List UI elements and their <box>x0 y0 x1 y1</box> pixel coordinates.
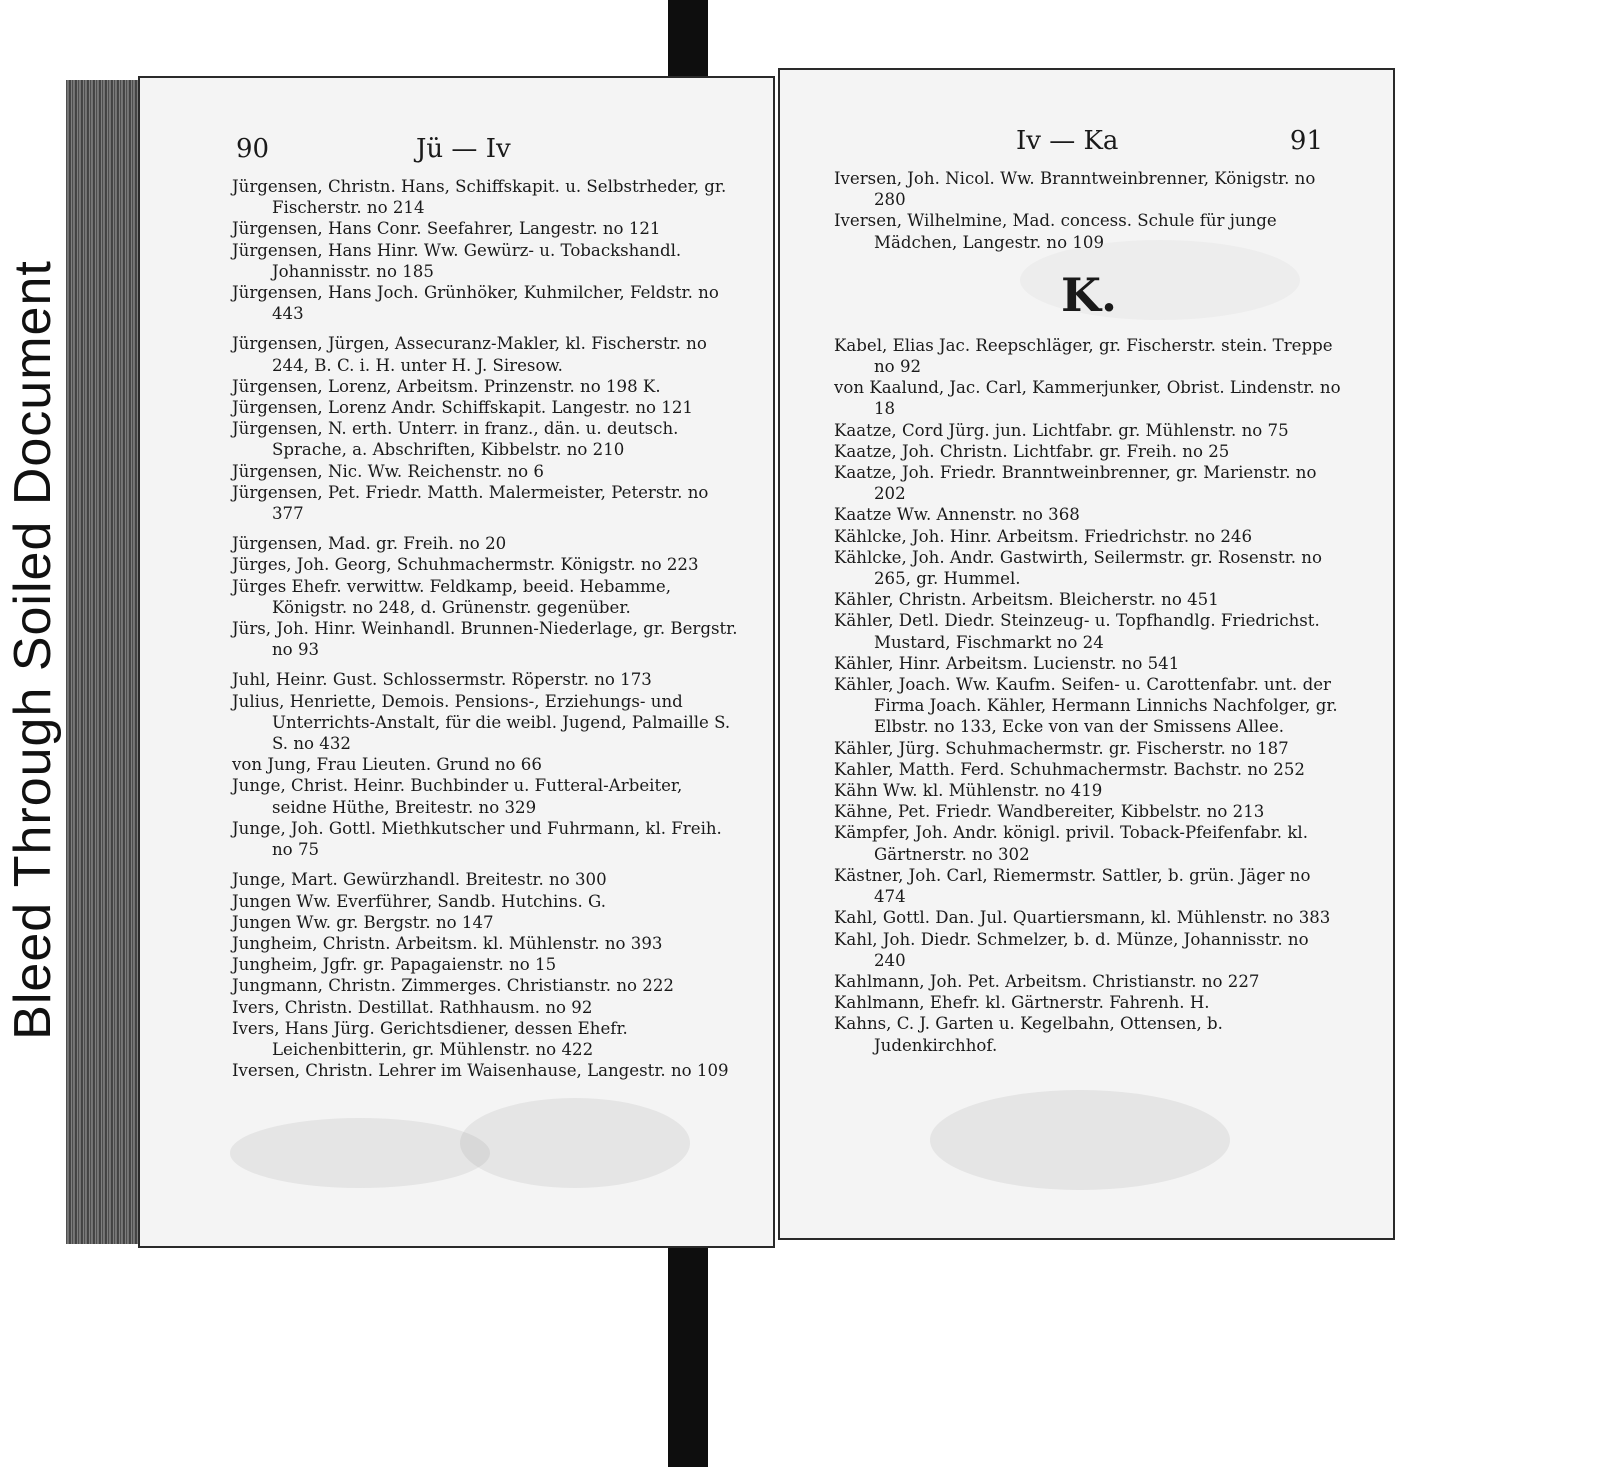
left-page <box>140 78 773 1246</box>
directory-entry: Kaatze, Joh. Christn. Lichtfabr. gr. Freih. no 25 <box>834 441 1230 461</box>
directory-entry: Kähne, Pet. Friedr. Wandbereiter, Kibbelstr. no 213 <box>834 802 1265 822</box>
directory-entry: Kähler, Christn. Arbeitsm. Bleicherstr. no 451 <box>834 590 1219 610</box>
right-page <box>780 70 1393 1238</box>
directory-entry: Kaatze, Cord Jürg. jun. Lichtfabr. gr. Mühlenstr. no 75 <box>834 420 1289 440</box>
directory-entry: Kahl, Joh. Diedr. Schmelzer, b. d. Münze, Johannisstr. no 240 <box>834 929 1309 970</box>
directory-entry: Jürgensen, Hans Conr. Seefahrer, Langestr. no 121 <box>232 219 661 239</box>
directory-entry: Jürges, Joh. Georg, Schuhmachermstr. Königstr. no 223 <box>232 555 699 575</box>
directory-entry: Ivers, Hans Jürg. Gerichtsdiener, dessen Ehefr. Leichenbitterin, gr. Mühlenstr. no 422 <box>232 1018 628 1059</box>
directory-entry: von Jung, Frau Lieuten. Grund no 66 <box>232 755 542 775</box>
directory-entry: Jürges Ehefr. verwittw. Feldkamp, beeid. Hebamme, Königstr. no 248, d. Grünenstr. gegenüber. <box>232 576 672 617</box>
directory-entry: Jürgensen, Mad. gr. Freih. no 20 <box>232 534 507 554</box>
directory-entry: Jungen Ww. gr. Bergstr. no 147 <box>232 912 494 932</box>
bleed-through-stamp <box>0 120 68 1180</box>
page-number: 90 <box>236 134 270 164</box>
directory-entry: Kahlmann, Joh. Pet. Arbeitsm. Christianstr. no 227 <box>834 971 1260 991</box>
directory-entry: Juhl, Heinr. Gust. Schlossermstr. Röperstr. no 173 <box>232 670 652 690</box>
directory-entry: Jungheim, Christn. Arbeitsm. kl. Mühlenstr. no 393 <box>232 933 663 953</box>
directory-entry: Kabel, Elias Jac. Reepschläger, gr. Fischerstr. stein. Treppe no 92 <box>834 335 1333 377</box>
directory-entry: Jürgensen, Jürgen, Assecuranz-Makler, kl. Fischerstr. no 244, B. C. i. H. unter H. J. Siresow. <box>232 334 707 375</box>
stamp-label: Bleed Through Soiled Document <box>4 260 62 1040</box>
directory-entry: Kahler, Matth. Ferd. Schuhmachermstr. Bachstr. no 252 <box>834 759 1305 779</box>
directory-entry: Jürgensen, N. erth. Unterr. in franz., dän. u. deutsch. Sprache, a. Abschriften, Kibbelstr. no 210 <box>232 419 679 460</box>
directory-entry: Kählcke, Joh. Andr. Gastwirth, Seilermstr. gr. Rosenstr. no 265, gr. Hummel. <box>834 547 1322 589</box>
directory-entry: Iversen, Wilhelmine, Mad. concess. Schule für junge Mädchen, Langestr. no 109 <box>834 211 1277 252</box>
directory-entry: Junge, Joh. Gottl. Miethkutscher und Fuhrmann, kl. Freih. no 75 <box>232 818 722 860</box>
running-head: Jü — Iv <box>416 134 511 164</box>
soil-stain <box>930 1090 1230 1190</box>
directory-entry: Jungen Ww. Everführer, Sandb. Hutchins. G. <box>232 891 606 911</box>
directory-entry: Kähn Ww. kl. Mühlenstr. no 419 <box>834 781 1103 801</box>
directory-entry: Julius, Henriette, Demois. Pensions-, Erziehungs- und Unterrichts-Anstalt, für die weibl. Jugend, Palmaille S. S. no 432 <box>232 691 731 754</box>
directory-entry: Kähler, Joach. Ww. Kaufm. Seifen- u. Carottenfabr. unt. der Firma Joach. Kähler, Hermann Linnichs Nachfolger, gr. Elbstr. no 133, Ecke von van der Smissens Allee. <box>834 675 1338 737</box>
directory-entry: Jürgensen, Christn. Hans, Schiffskapit. u. Selbstrheder, gr. Fischerstr. no 214 <box>232 177 727 218</box>
directory-entries <box>232 176 740 1081</box>
directory-entry: Kahl, Gottl. Dan. Jul. Quartiersmann, kl. Mühlenstr. no 383 <box>834 908 1331 928</box>
left-page-header <box>140 134 773 174</box>
directory-entry: Jungheim, Jgfr. gr. Papagaienstr. no 15 <box>232 955 557 975</box>
directory-entry: Jürgensen, Lorenz Andr. Schiffskapit. Langestr. no 121 <box>232 398 693 418</box>
directory-entry: Junge, Christ. Heinr. Buchbinder u. Futteral-Arbeiter, seidne Hüthe, Breitestr. no 329 <box>232 776 683 817</box>
directory-entry: Kahlmann, Ehefr. kl. Gärtnerstr. Fahrenh. H. <box>834 993 1210 1013</box>
directory-entries <box>834 168 1344 1056</box>
directory-entry: Jungmann, Christn. Zimmerges. Christianstr. no 222 <box>232 976 674 996</box>
directory-entry: Jürgensen, Lorenz, Arbeitsm. Prinzenstr. no 198 K. <box>232 376 661 396</box>
directory-entry: Kähler, Jürg. Schuhmachermstr. gr. Fischerstr. no 187 <box>834 738 1289 758</box>
directory-entry: Jürgensen, Nic. Ww. Reichenstr. no 6 <box>232 461 544 481</box>
page-edges <box>66 80 146 1244</box>
directory-entry: Kästner, Joh. Carl, Riemermstr. Sattler, b. grün. Jäger no 474 <box>834 865 1311 907</box>
directory-entry: Jürgensen, Pet. Friedr. Matth. Malermeister, Peterstr. no 377 <box>232 482 709 524</box>
directory-entry: Jürgensen, Hans Hinr. Ww. Gewürz- u. Tobackshandl. Johannisstr. no 185 <box>232 240 682 281</box>
soil-stain <box>230 1118 490 1188</box>
binding-gap <box>708 0 810 70</box>
directory-entry: Iversen, Christn. Lehrer im Waisenhause, Langestr. no 109 <box>232 1061 729 1081</box>
soil-stain <box>460 1098 690 1188</box>
directory-entry: Ivers, Christn. Destillat. Rathhausm. no 92 <box>232 997 593 1017</box>
directory-entry: Kählcke, Joh. Hinr. Arbeitsm. Friedrichstr. no 246 <box>834 526 1253 546</box>
directory-entry: von Kaalund, Jac. Carl, Kammerjunker, Obrist. Lindenstr. no 18 <box>834 378 1341 419</box>
directory-entry: Kaatze, Joh. Friedr. Branntweinbrenner, gr. Marienstr. no 202 <box>834 463 1317 504</box>
page-number: 91 <box>1289 126 1323 156</box>
directory-entry: Kaatze Ww. Annenstr. no 368 <box>834 505 1080 525</box>
right-page-header <box>780 126 1393 166</box>
directory-entry: Kämpfer, Joh. Andr. königl. privil. Toback-Pfeifenfabr. kl. Gärtnerstr. no 302 <box>834 823 1308 864</box>
directory-entry: Kahns, C. J. Garten u. Kegelbahn, Ottensen, b. Judenkirchhof. <box>834 1014 1223 1055</box>
section-letter: K. <box>1061 267 1117 322</box>
directory-entry: Junge, Mart. Gewürzhandl. Breitestr. no 300 <box>232 870 607 890</box>
directory-entry: Kähler, Hinr. Arbeitsm. Lucienstr. no 541 <box>834 653 1180 673</box>
directory-entry: Jürgensen, Hans Joch. Grünhöker, Kuhmilcher, Feldstr. no 443 <box>232 283 719 324</box>
directory-entry: Kähler, Detl. Diedr. Steinzeug- u. Topfhandlg. Friedrichst. Mustard, Fischmarkt no 24 <box>834 611 1320 652</box>
directory-entry: Jürs, Joh. Hinr. Weinhandl. Brunnen-Niederlage, gr. Bergstr. no 93 <box>232 619 738 660</box>
directory-entry: Iversen, Joh. Nicol. Ww. Branntweinbrenner, Königstr. no 280 <box>834 169 1316 210</box>
running-head: Iv — Ka <box>1016 126 1119 156</box>
